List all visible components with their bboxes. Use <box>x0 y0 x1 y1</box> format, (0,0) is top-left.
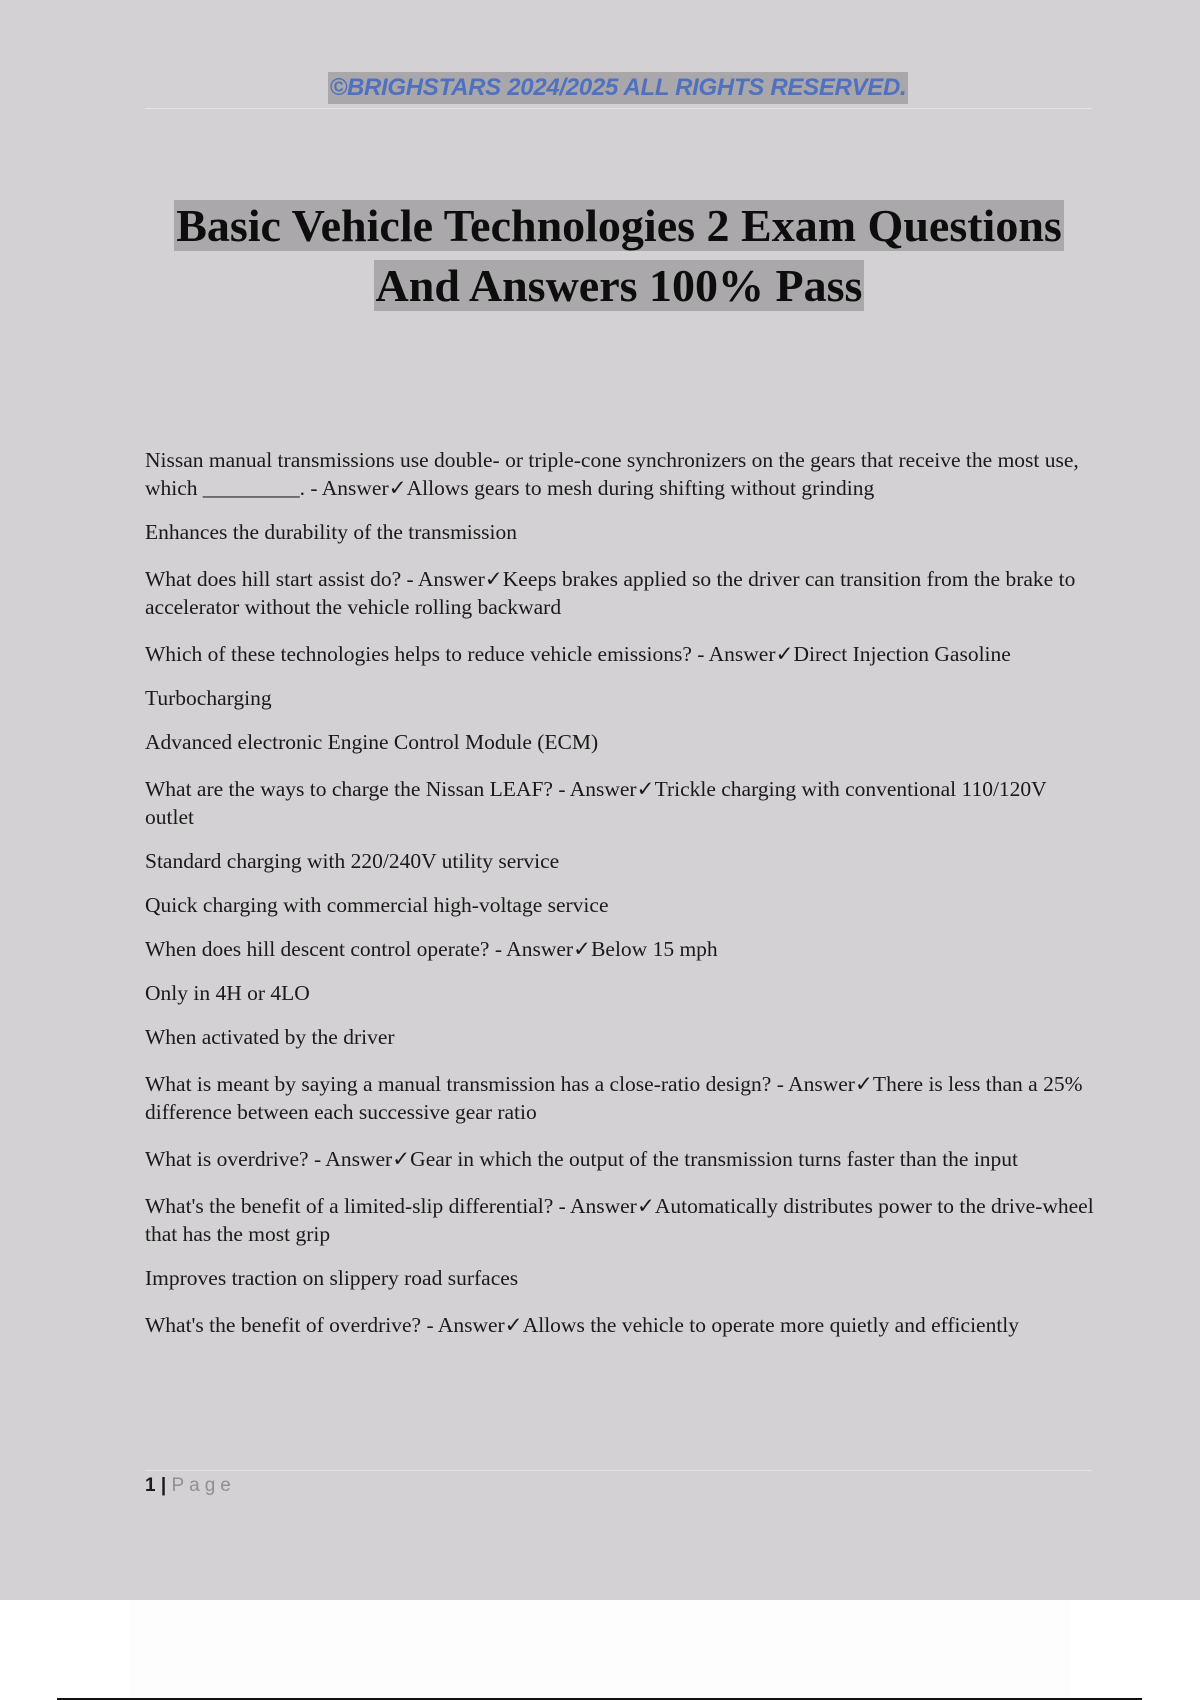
title-line-1: Basic Vehicle Technologies 2 Exam Questions <box>176 200 1062 251</box>
qa-paragraph: What are the ways to charge the Nissan LEAF? - Answer✓Trickle charging with conventional 110/120V outlet <box>145 777 1047 829</box>
qa-paragraph: What is overdrive? - Answer✓Gear in which the output of the transmission turns faster than the input <box>145 1147 1019 1171</box>
qa-paragraph: Which of these technologies helps to reduce vehicle emissions? - Answer✓Direct Injection Gasoline <box>145 642 1011 666</box>
page-label: Page <box>171 1475 236 1496</box>
qa-paragraph: Nissan manual transmissions use double- or triple-cone synchronizers on the gears that receive the most use, which _________. - Answer✓Allows gears to mesh during shifting without grinding <box>145 448 1079 500</box>
qa-paragraph: Advanced electronic Engine Control Module (ECM) <box>145 730 599 754</box>
qa-paragraph: When activated by the driver <box>145 1025 395 1049</box>
qa-paragraph: Only in 4H or 4LO <box>145 981 310 1005</box>
qa-paragraph: What does hill start assist do? - Answer✓Keeps brakes applied so the driver can transition from the brake to accelerator without the vehicle rolling backward <box>145 567 1076 619</box>
footer-divider <box>145 1470 1092 1471</box>
qa-paragraph: When does hill descent control operate? - Answer✓Below 15 mph <box>145 937 718 961</box>
qa-paragraph: Improves traction on slippery road surfaces <box>145 1266 519 1290</box>
next-page-preview <box>130 1600 1070 1700</box>
qa-paragraph: What's the benefit of overdrive? - Answer✓Allows the vehicle to operate more quietly and efficiently <box>145 1313 1020 1337</box>
header-divider <box>145 108 1092 109</box>
qa-paragraph: Turbocharging <box>145 686 272 710</box>
document-title <box>140 196 1098 316</box>
qa-paragraph: What is meant by saying a manual transmission has a close-ratio design? - Answer✓There is less than a 25% difference between each successive gear ratio <box>145 1072 1083 1124</box>
qa-paragraph: Quick charging with commercial high-voltage service <box>145 893 609 917</box>
qa-paragraph: Enhances the durability of the transmission <box>145 520 517 544</box>
qa-paragraph: What's the benefit of a limited-slip differential? - Answer✓Automatically distributes power to the drive-wheel that has the most grip <box>145 1194 1094 1246</box>
title-line-2: And Answers 100% Pass <box>375 260 863 311</box>
page-number: 1 <box>145 1475 156 1496</box>
document-body <box>145 446 1095 1339</box>
copyright-text: ©BRIGHSTARS 2024/2025 ALL RIGHTS RESERVED. <box>328 72 909 104</box>
page-separator: | <box>160 1475 167 1496</box>
copyright-header <box>0 72 1200 104</box>
qa-paragraph: Standard charging with 220/240V utility service <box>145 849 560 873</box>
page-number-footer <box>145 1474 236 1498</box>
